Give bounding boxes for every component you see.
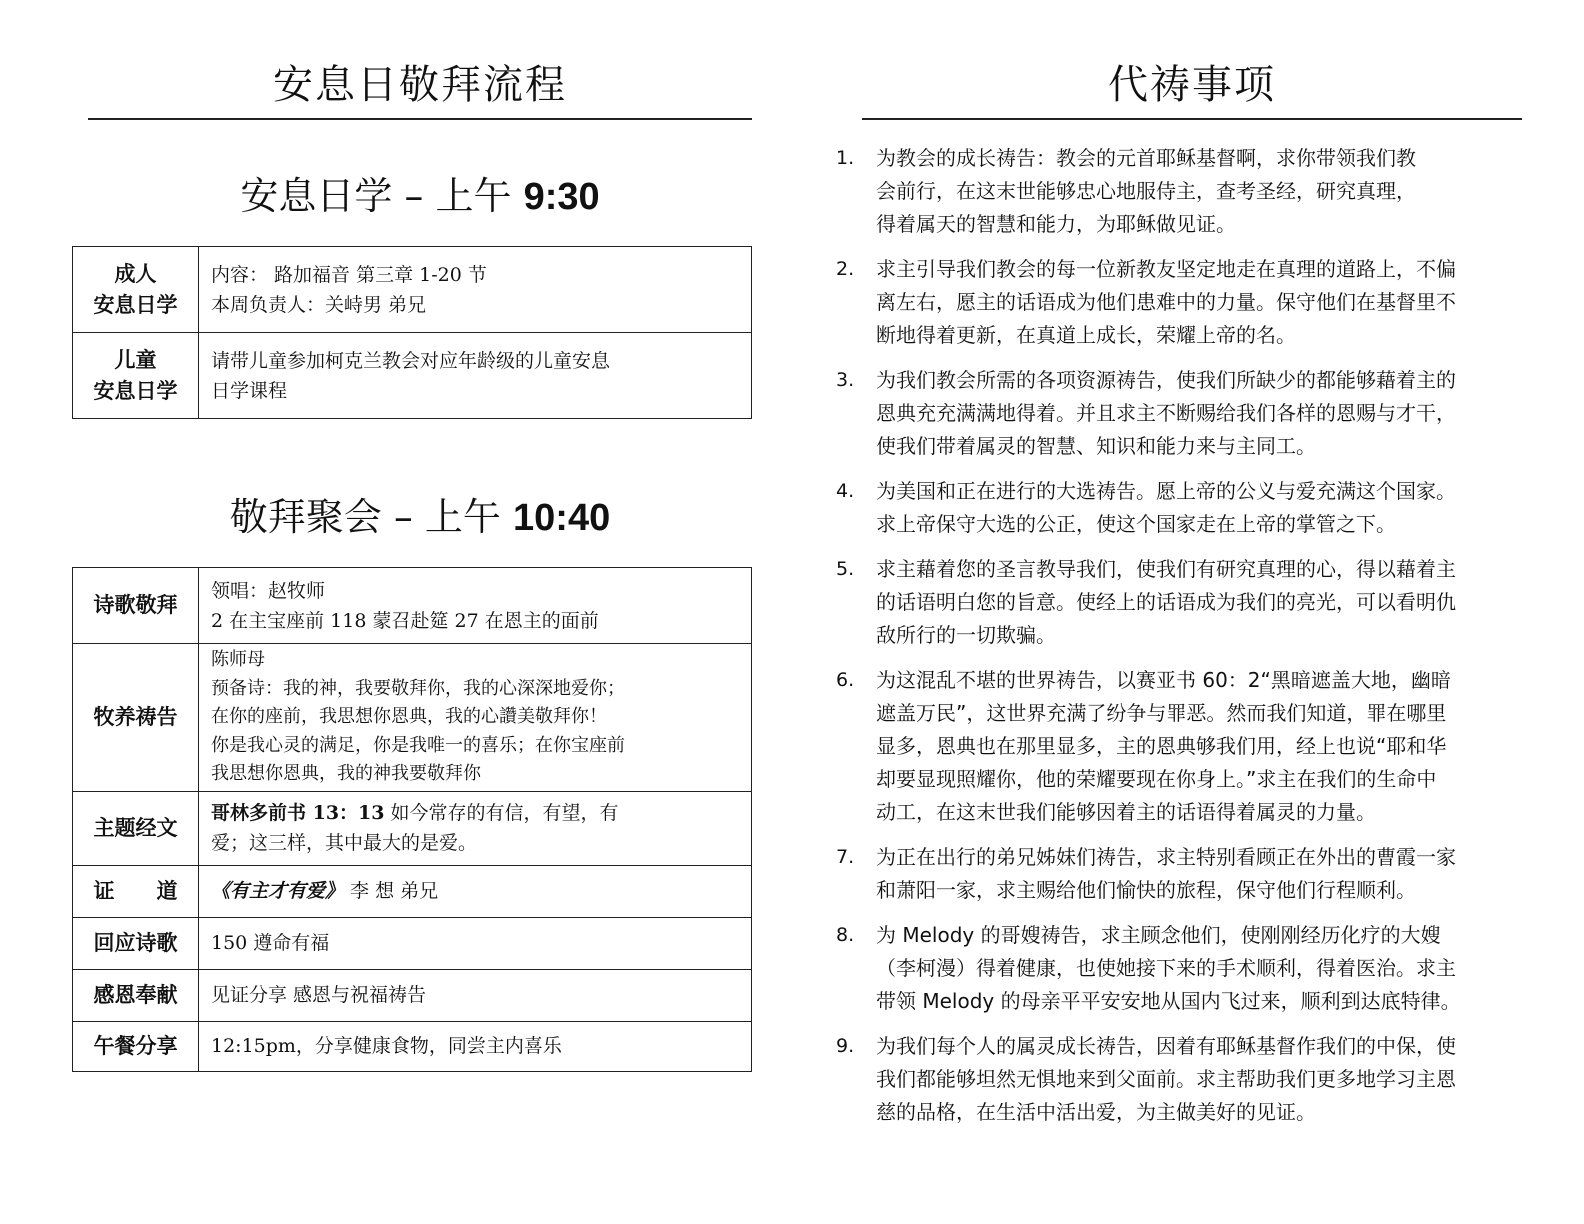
row-content [199,247,752,333]
table-row [73,568,752,644]
content-line: 预备诗：我的神，我要敬拜你，我的心深深地爱你； [211,677,625,699]
list-item [836,664,1522,829]
item-text [876,475,1522,541]
list-item [836,841,1522,907]
row-label: 诗歌敬拜 [73,568,199,644]
verse-reference: 哥林多前书 13：13 [211,802,385,824]
sabbath-school-time: 9:30 [523,176,600,218]
content-line: 陈师母 [211,649,265,670]
table-row [73,333,752,419]
prayer-list [836,142,1522,1129]
item-line: 带领 Melody 的母亲平平安安地从国内飞过来，顺利到达底特律。 [876,989,1461,1013]
item-text [876,364,1522,463]
worship-order-title: 安息日敬拜流程 [273,62,567,108]
item-line: 的话语明白您的旨意。使经上的话语成为我们的亮光，可以看明仇 [876,590,1456,614]
worship-heading-text: 敬拜聚会 – 上午 [229,495,514,539]
row-label: 主题经文 [73,791,199,865]
worship-order-column [88,0,752,1072]
list-item [836,1030,1522,1129]
item-number: 9. [836,1035,855,1057]
item-number: 2. [836,258,855,280]
worship-heading [88,491,752,543]
item-text [876,841,1522,907]
row-label: 回应诗歌 [73,917,199,969]
row-content [199,333,752,419]
table-row [73,969,752,1021]
table-row [73,865,752,917]
item-text [876,142,1522,241]
item-line: 遮盖万民”，这世界充满了纷争与罪恶。然而我们知道，罪在哪里 [876,701,1447,725]
list-item [836,553,1522,652]
item-line: 求主藉着您的圣言教导我们，使我们有研究真理的心，得以藉着主 [876,557,1456,581]
table-row [73,917,752,969]
item-line: （李柯漫）得着健康，也使她接下来的手术顺利，得着医治。求主 [876,956,1456,980]
item-line: 我们都能够坦然无惧地来到父面前。求主帮助我们更多地学习主恩 [876,1067,1456,1091]
worship-table [72,567,752,1072]
content-line: 请带儿童参加柯克兰教会对应年龄级的儿童安息 [211,349,611,372]
item-line: 求上帝保守大选的公正，使这个国家走在上帝的掌管之下。 [876,512,1396,536]
item-line: 敌所行的一切欺骗。 [876,623,1056,647]
title-divider [88,118,752,120]
label-line: 成人 [114,261,157,286]
item-line: 为教会的成长祷告：教会的元首耶稣基督啊，求你带领我们教 [876,146,1416,170]
content-line: 内容： 路加福音 第三章 1-20 节 [211,263,487,286]
item-line: 断地得着更新，在真道上成长，荣耀上帝的名。 [876,323,1296,347]
table-row [73,247,752,333]
table-row [73,791,752,865]
item-line: 求主引导我们教会的每一位新教友坚定地走在真理的道路上，不偏 [876,257,1456,281]
content-line: 2 在主宝座前 118 蒙召赴筵 27 在恩主的面前 [211,609,599,632]
row-label [73,247,199,333]
item-line: 会前行，在这末世能够忠心地服侍主，查考圣经，研究真理， [876,179,1416,203]
item-line: 却要显现照耀你，他的荣耀要现在你身上。”求主在我们的生命中 [876,767,1437,791]
content-line: 本周负责人：关峙男 弟兄 [211,293,427,316]
sabbath-school-heading-text: 安息日学 – 上午 [240,174,524,218]
item-text [876,664,1522,829]
item-number: 3. [836,369,855,391]
content-line: 在你的座前，我思想你恩典，我的心讚美敬拜你！ [211,706,607,727]
item-number: 8. [836,924,855,946]
label-line: 安息日学 [93,292,178,317]
row-label: 牧养祷告 [73,644,199,792]
list-item [836,475,1522,541]
content-line: 你是我心灵的满足，你是我唯一的喜乐；在你宝座前 [211,734,625,756]
item-number: 7. [836,846,855,868]
row-content: 见证分享 感恩与祝福祷告 [199,969,752,1021]
sermon-speaker: 李 想 弟兄 [344,880,439,902]
label-line: 安息日学 [93,378,178,403]
item-number: 6. [836,669,855,691]
row-content: 12:15pm，分享健康食物，同尝主内喜乐 [199,1021,752,1071]
prayer-requests-column [836,0,1522,1141]
item-line: 为这混乱不堪的世界祷告，以赛亚书 60：2“黑暗遮盖大地，幽暗 [876,668,1451,692]
item-text [876,553,1522,652]
item-line: 和萧阳一家，求主赐给他们愉快的旅程，保守他们行程顺利。 [876,878,1416,902]
row-label: 证 道 [73,865,199,917]
content-line: 领唱：赵牧师 [211,579,326,602]
item-line: 动工，在这末世我们能够因着主的话语得着属灵的力量。 [876,800,1376,824]
item-text [876,253,1522,352]
item-line: 为我们每个人的属灵成长祷告，因着有耶稣基督作我们的中保，使 [876,1034,1456,1058]
item-line: 使我们带着属灵的智慧、知识和能力来与主同工。 [876,434,1316,458]
list-item [836,253,1522,352]
item-line: 得着属天的智慧和能力，为耶稣做见证。 [876,212,1236,236]
row-content [199,791,752,865]
item-number: 1. [836,147,855,169]
worship-time: 10:40 [513,497,611,539]
item-number: 4. [836,480,855,502]
content-line [211,798,739,828]
item-line: 显多，恩典也在那里显多，主的恩典够我们用，经上也说“耶和华 [876,734,1447,758]
item-text [876,919,1522,1018]
table-row [73,1021,752,1071]
table-row [73,644,752,792]
verse-text: 如今常存的有信，有望，有 [384,802,619,824]
sabbath-school-heading [88,170,752,222]
item-line: 为正在出行的弟兄姊妹们祷告，求主特别看顾正在外出的曹霞一家 [876,845,1456,869]
list-item [836,142,1522,241]
row-label: 午餐分享 [73,1021,199,1071]
prayer-requests-title: 代祷事项 [1108,62,1276,108]
item-line: 为美国和正在进行的大选祷告。愿上帝的公义与爱充满这个国家。 [876,479,1456,503]
row-content [199,644,752,792]
content-line: 我思想你恩典，我的神我要敬拜你 [211,763,481,784]
row-label: 感恩奉献 [73,969,199,1021]
sermon-title: 《有主才有爱》 [211,880,345,902]
item-line: 为 Melody 的哥嫂祷告，求主顾念他们，使刚刚经历化疗的大嫂 [876,923,1441,947]
label-line: 儿童 [114,347,157,372]
item-number: 5. [836,558,855,580]
row-label [73,333,199,419]
list-item [836,919,1522,1018]
item-text [876,1030,1522,1129]
item-line: 慈的品格，在生活中活出爱，为主做美好的见证。 [876,1100,1316,1124]
sabbath-school-table [72,246,752,419]
content-line: 爱；这三样，其中最大的是爱。 [211,832,478,854]
content-line: 日学课程 [211,379,288,402]
item-line: 恩典充充满满地得着。并且求主不断赐给我们各样的恩赐与才干， [876,401,1456,425]
row-content [199,568,752,644]
item-line: 为我们教会所需的各项资源祷告，使我们所缺少的都能够藉着主的 [876,368,1456,392]
list-item [836,364,1522,463]
title-divider [862,118,1522,120]
row-content: 150 遵命有福 [199,917,752,969]
item-line: 离左右，愿主的话语成为他们患难中的力量。保守他们在基督里不 [876,290,1456,314]
row-content [199,865,752,917]
